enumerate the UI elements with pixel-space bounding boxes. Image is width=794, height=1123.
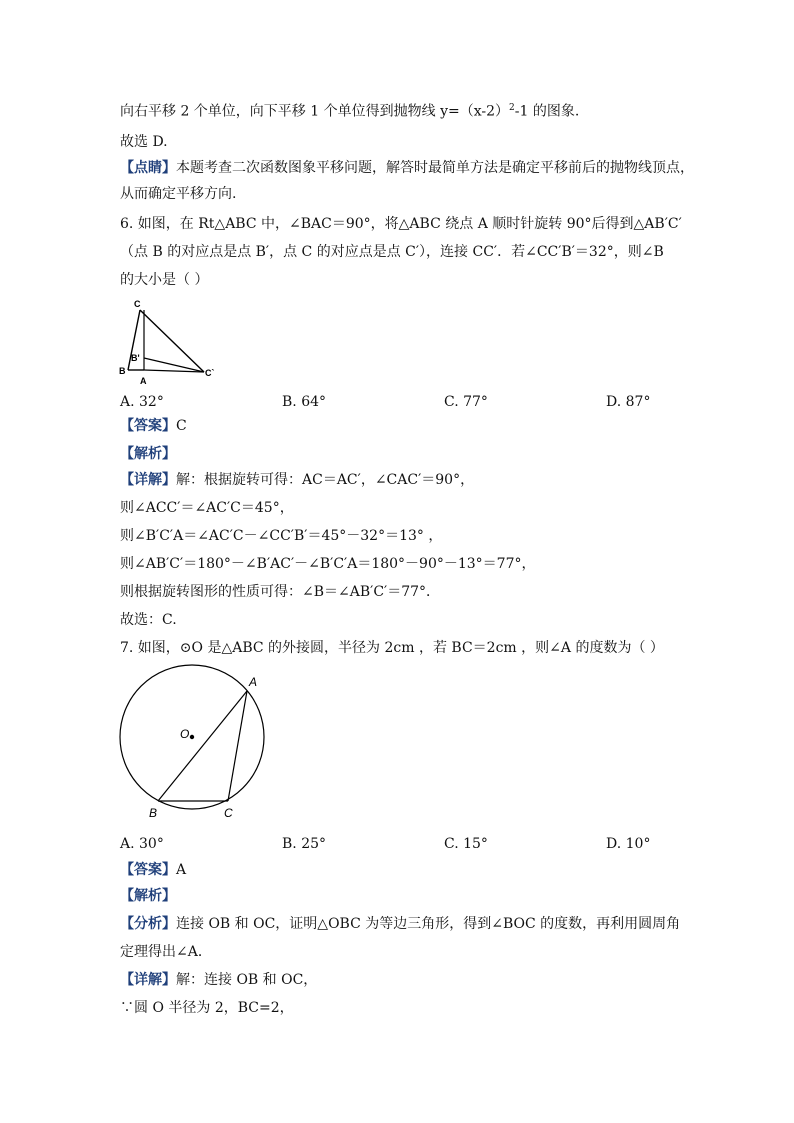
tip-line-1 <box>120 158 694 178</box>
detail-text: 解：连接 OB 和 OC， <box>176 972 318 988</box>
answer-value: A <box>176 862 187 878</box>
q6-option-b: B. 64° <box>282 394 327 410</box>
q7-detail-1 <box>120 970 317 990</box>
label-c: C <box>134 299 141 309</box>
q6-detail-3: 则∠B′C′A＝∠AC′C－∠CC′B′＝45°－32°＝13° ， <box>120 528 443 544</box>
q6-detail-2: 则∠ACC′＝∠AC′C＝45°， <box>120 500 294 516</box>
detail-text: 解：根据旋转可得：AC＝AC′，∠CAC′＝90°， <box>176 472 475 488</box>
q6-analysis-label <box>120 444 176 464</box>
q7-analysis-label <box>120 886 176 906</box>
q7-option-c: C. 15° <box>444 836 488 852</box>
q7-fenxi-1 <box>120 914 680 934</box>
q7-option-a: A. 30° <box>120 836 164 852</box>
carry-text: 向右平移 2 个单位，向下平移 1 个单位得到抛物线 y=（x-2） <box>120 103 509 120</box>
detail-label: 【详解】 <box>120 972 176 988</box>
label-a: A <box>140 376 147 386</box>
label-b-prime: B' <box>131 353 140 363</box>
carry-line-1 <box>120 98 579 122</box>
q7-answer <box>120 860 186 880</box>
analysis-label: 【解析】 <box>120 888 176 904</box>
q6-figure <box>116 298 226 388</box>
tip-line-2: 从而确定平移方向. <box>120 186 237 202</box>
tip-text: 本题考查二次函数图象平移问题，解答时最简单方法是确定平移前后的抛物线顶点， <box>176 160 694 176</box>
q6-option-a: A. 32° <box>120 394 164 410</box>
analysis-label: 【解析】 <box>120 446 176 462</box>
q7-figure <box>112 664 282 824</box>
q6-answer <box>120 416 187 436</box>
q6-stem-3: 的大小是（ ） <box>120 272 209 288</box>
q7-options <box>120 834 680 854</box>
q7-detail-2: ∵圆 O 半径为 2，BC=2， <box>120 1000 294 1016</box>
answer-label: 【答案】 <box>120 862 176 878</box>
q6-detail-5: 则根据旋转图形的性质可得：∠B＝∠AB′C′＝77°． <box>120 584 441 600</box>
exponent: 2 <box>509 103 515 113</box>
label-c: C <box>224 806 233 820</box>
carry-text-tail: -1 的图象. <box>514 103 580 120</box>
q6-stem-1: 6. 如图，在 Rt△ABC 中，∠BAC＝90°，将△ABC 绕点 A 顺时针旋转 90°后得到△AB′C′ <box>120 216 682 232</box>
q7-fenxi-2: 定理得出∠A． <box>120 944 212 960</box>
q6-options <box>120 392 680 412</box>
q6-choose: 故选：C. <box>120 612 177 628</box>
q6-option-d: D. 87° <box>606 394 651 410</box>
edge-cc-prime <box>140 310 204 372</box>
center-point <box>190 735 194 739</box>
detail-label: 【详解】 <box>120 472 176 488</box>
label-o: O <box>180 727 190 741</box>
q6-detail-4: 则∠AB′C′＝180°－∠B′AC′－∠B′C′A＝180°－90°－13°＝77°， <box>120 556 536 572</box>
answer-value: C <box>176 418 187 434</box>
tip-label: 【点睛】 <box>120 160 176 176</box>
edge-ab <box>158 691 247 801</box>
label-a: A <box>249 675 258 689</box>
label-b: B <box>149 806 158 820</box>
fenxi-text: 连接 OB 和 OC，证明△OBC 为等边三角形，得到∠BOC 的度数，再利用圆周角 <box>176 916 681 932</box>
label-c-prime: C` <box>205 368 215 378</box>
q7-option-b: B. 25° <box>282 836 327 852</box>
answer-label: 【答案】 <box>120 418 176 434</box>
q6-stem-2: （点 B 的对应点是点 B′，点 C 的对应点是点 C′），连接 CC′．若∠CC′B′＝32°，则∠B <box>120 244 664 260</box>
edge-ac <box>228 691 247 801</box>
q7-option-d: D. 10° <box>606 836 651 852</box>
q6-option-c: C. 77° <box>444 394 488 410</box>
fenxi-label: 【分析】 <box>120 916 176 932</box>
q7-stem: 7. 如图，⊙O 是△ABC 的外接圆，半径为 2cm ，若 BC＝2cm ，则∠A 的度数为（ ） <box>120 640 664 656</box>
carry-choose: 故选 D. <box>120 134 168 150</box>
label-b: B <box>119 366 126 376</box>
q6-detail-1 <box>120 470 474 490</box>
